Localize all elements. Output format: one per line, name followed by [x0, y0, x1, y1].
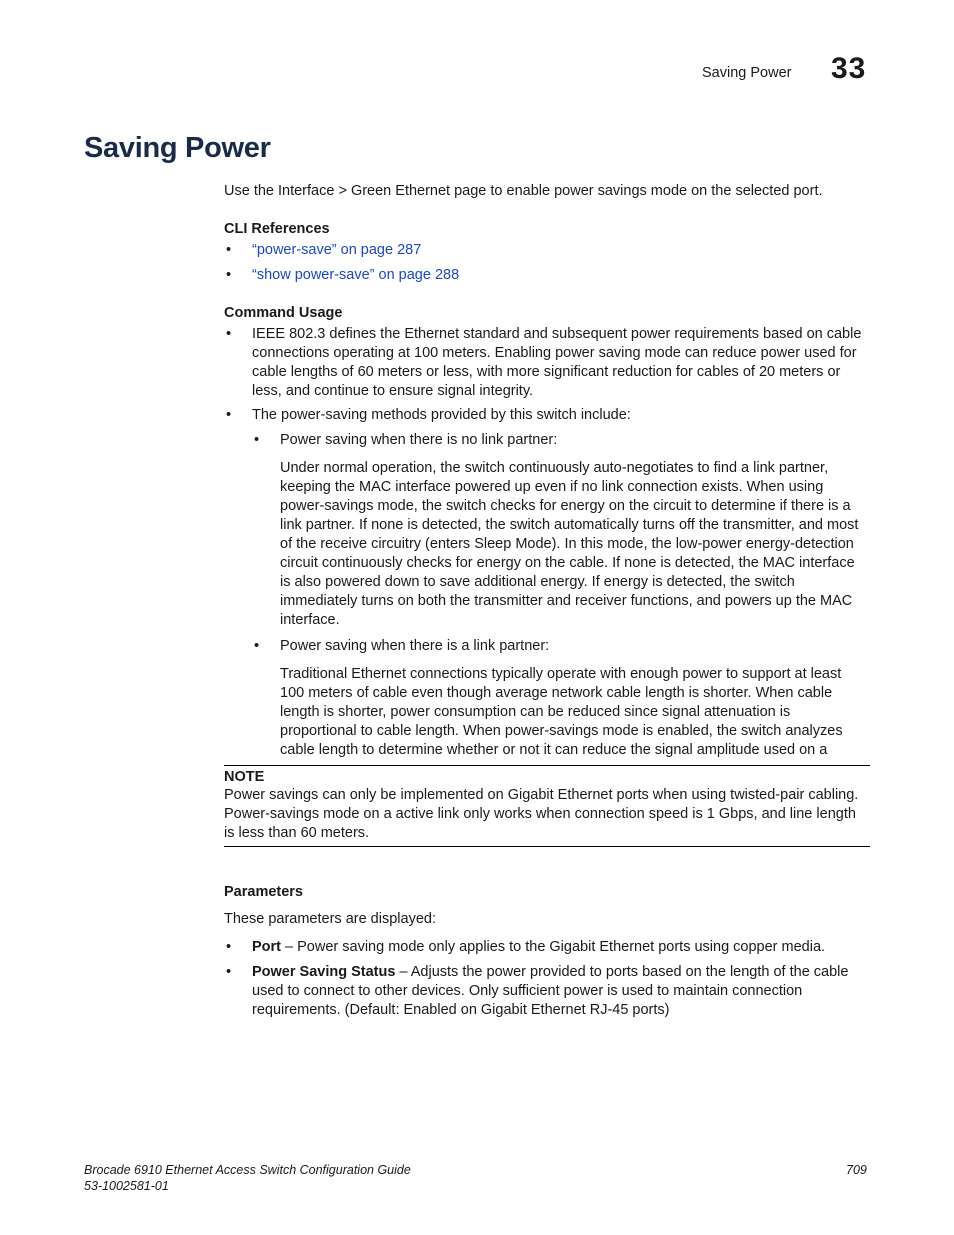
page-title: Saving Power — [84, 132, 271, 164]
parameter-term: Power Saving Status — [252, 964, 396, 980]
parameter-item-power-saving-status — [226, 963, 858, 1020]
footer-page-number: 709 — [846, 1163, 867, 1177]
parameter-term: Port — [252, 939, 281, 955]
note-heading: NOTE — [224, 769, 265, 785]
bullet-icon: • — [254, 638, 260, 654]
cli-reference-link-power-save[interactable]: “power-save” on page 287 — [252, 242, 422, 258]
bullet-icon: • — [254, 432, 260, 448]
note-top-rule — [224, 765, 870, 766]
bullet-icon: • — [226, 267, 232, 283]
command-usage-text: IEEE 802.3 defines the Ethernet standard and subsequent power requirements based on cable connections operating at 100 meters. Enabling power saving mode can reduce power used for cable lengths of 60 meters or less, with more significant reduction for cables of 20 meters or less, and continue to ensure signal integrity. — [252, 326, 862, 399]
bullet-icon: • — [226, 964, 232, 980]
note-bottom-rule — [224, 846, 870, 847]
sub-bullet — [254, 431, 558, 450]
running-header-label: Saving Power — [702, 65, 792, 81]
bullet-icon: • — [226, 242, 232, 258]
cli-reference-link-show-power-save[interactable]: “show power-save” on page 288 — [252, 267, 460, 283]
parameters-intro: These parameters are displayed: — [224, 911, 436, 927]
footer-guide-title: Brocade 6910 Ethernet Access Switch Configuration Guide — [84, 1163, 411, 1177]
command-usage-text: The power-saving methods provided by this switch include: — [252, 407, 631, 423]
cli-references-heading: CLI References — [224, 221, 330, 237]
bullet-icon: • — [226, 407, 232, 423]
command-usage-bullet — [226, 406, 631, 425]
bullet-icon: • — [226, 326, 232, 342]
parameter-item-port — [226, 938, 864, 957]
parameter-description: – Adjusts the power provided to ports based on the length of the cable used to connect to other devices. Only sufficient power is used to maintain connection requirements. (Default: Enabled on Gigabit Ethernet RJ-45 ports) — [252, 964, 849, 1018]
sub-bullet-description: Traditional Ethernet connections typically operate with enough power to support at least 100 meters of cable even though average network cable length is shorter. When cable length is shorter, power consumption can be reduced since signal attenuation is proportional to cable length. When power-savings mode is enabled, the switch analyzes cable length to determine whether or not it can reduce the signal amplitude used on a — [280, 666, 843, 758]
command-usage-bullet — [226, 325, 864, 401]
intro-paragraph: Use the Interface > Green Ethernet page to enable power savings mode on the selected port. — [224, 183, 823, 199]
sub-bullet-label: Power saving when there is no link partner: — [280, 432, 558, 448]
bullet-icon: • — [226, 939, 232, 955]
parameters-heading: Parameters — [224, 884, 303, 900]
note-text: Power savings can only be implemented on Gigabit Ethernet ports when using twisted-pair cabling. Power-savings mode on a active link only works when connection speed is 1 Gbps, and line length is less than 60 meters. — [224, 787, 859, 841]
command-usage-heading: Command Usage — [224, 305, 343, 321]
footer-doc-number: 53-1002581-01 — [84, 1179, 169, 1193]
cli-reference-item — [226, 241, 422, 260]
cli-reference-item — [226, 266, 460, 285]
parameter-description: – Power saving mode only applies to the Gigabit Ethernet ports using copper media. — [281, 939, 826, 955]
chapter-number: 33 — [831, 52, 867, 85]
sub-bullet-description: Under normal operation, the switch continuously auto-negotiates to find a link partner, keeping the MAC interface powered up even if no link connection exists. When using power-savings mode, the switch checks for energy on the circuit to determine if there is a link partner. If none is detected, the switch automatically turns off the transmitter, and most of the receive circuitry (enters Sleep Mode). In this mode, the low-power energy-detection circuit continuously checks for energy on the cable. If none is detected, the MAC interface is also powered down to save additional energy. If energy is detected, the switch immediately turns on both the transmitter and receiver functions, and powers up the MAC interface. — [280, 460, 859, 628]
sub-bullet-label: Power saving when there is a link partner: — [280, 638, 550, 654]
sub-bullet — [254, 637, 550, 656]
